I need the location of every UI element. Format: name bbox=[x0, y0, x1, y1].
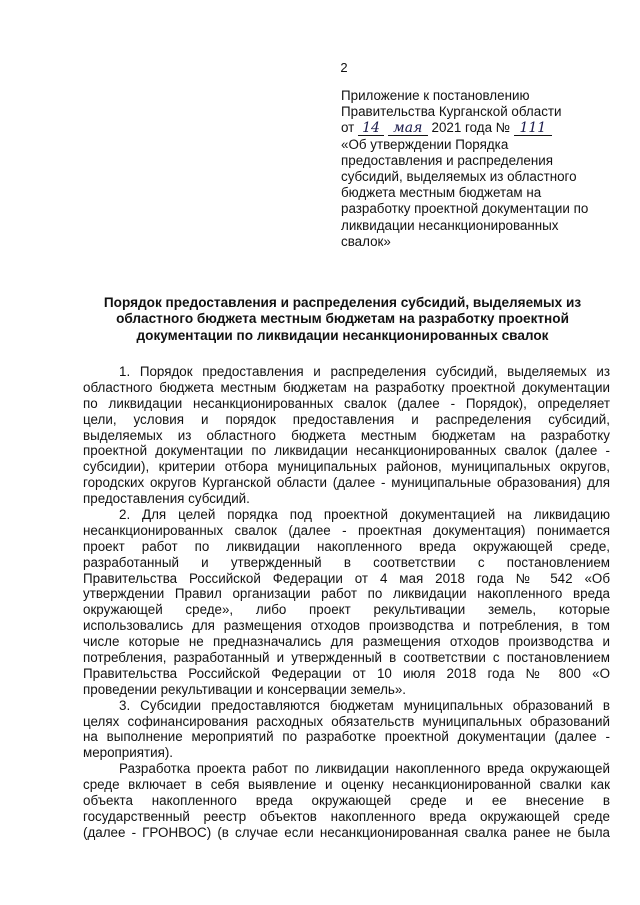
handwritten-document-number: 111 bbox=[514, 121, 552, 136]
appendix-line: предоставления и распределения bbox=[341, 152, 553, 168]
date-year-text: 2021 года № bbox=[431, 120, 511, 136]
paragraph-line: несанкционированных свалок (далее - проектная документация) понимается bbox=[83, 522, 610, 538]
paragraph-2 bbox=[83, 507, 610, 698]
paragraph-line: числе которые не предназначались для размещения отходов производства и bbox=[83, 634, 610, 650]
paragraph-line: проведении рекультивации и консервации земель». bbox=[83, 681, 407, 697]
appendix-line: свалок» bbox=[341, 233, 391, 249]
appendix-line: Приложение к постановлению bbox=[341, 88, 530, 103]
paragraph-line: использовались для размещения отходов производства и потребления, в том bbox=[83, 618, 610, 634]
appendix-header bbox=[341, 88, 603, 250]
paragraph-line: проект работ по ликвидации накопленного вреда окружающей среде, bbox=[83, 538, 610, 554]
paragraph-line: предоставления субсидий. bbox=[83, 491, 250, 507]
document-body bbox=[83, 364, 610, 841]
handwritten-date-day: 14 bbox=[358, 121, 384, 136]
appendix-line: ликвидации несанкционированных bbox=[341, 217, 559, 233]
paragraph-line: 2. Для целей порядка под проектной документацией на ликвидацию bbox=[119, 507, 610, 523]
paragraph-line: (далее - ГРОНВОС) (в случае если несанкционированная свалка ранее не была bbox=[83, 824, 610, 840]
appendix-line: разработку проектной документации по bbox=[341, 201, 589, 217]
paragraph-line: областного бюджета местным бюджетам на разработку проектной документации bbox=[83, 379, 610, 395]
appendix-line: Правительства Курганской области bbox=[341, 104, 562, 120]
date-prefix: от bbox=[341, 120, 355, 136]
paragraph-line: окружающей среде», либо проект рекультивации земель, которые bbox=[83, 602, 610, 618]
paragraph-line: Разработка проекта работ по ликвидации накопленного вреда окружающей bbox=[119, 761, 610, 777]
paragraph-line: городских округов Курганской области (далее - муниципальные образования) для bbox=[83, 475, 610, 491]
appendix-line: «Об утверждении Порядка bbox=[341, 136, 509, 152]
paragraph-line: цели, условия и порядок предоставления и распределения субсидий, bbox=[83, 411, 610, 427]
paragraph-line: выделяемых из областного бюджета местным бюджетам на разработку bbox=[83, 427, 610, 443]
title-line: документации по ликвидации несанкционированных свалок bbox=[136, 327, 549, 343]
page-number: 2 bbox=[340, 60, 348, 75]
document-title bbox=[90, 295, 595, 344]
title-line: Порядок предоставления и распределения субсидий, выделяемых из bbox=[103, 295, 582, 310]
paragraph-line: Правительства Российской Федерации от 10 июля 2018 года № 800 «О bbox=[83, 665, 610, 681]
paragraph-line: на выполнение мероприятий по разработке проектной документации (далее - bbox=[83, 729, 610, 745]
paragraph-line: объекта накопленного вреда окружающей среде и ее внесение в bbox=[83, 793, 610, 809]
paragraph-1 bbox=[83, 364, 610, 507]
appendix-date-line bbox=[341, 120, 603, 136]
paragraph-line: по ликвидации несанкционированных свалок (далее - Порядок), определяет bbox=[83, 395, 610, 411]
appendix-line: бюджета местным бюджетам на bbox=[341, 185, 542, 201]
handwritten-date-month: мая bbox=[388, 121, 428, 136]
paragraph-line: государственный реестр объектов накопленного вреда окружающей среде bbox=[83, 808, 610, 824]
appendix-line: субсидий, выделяемых из областного bbox=[341, 169, 577, 185]
paragraph-line: потребления, разработанный и утвержденный в соответствии с постановлением bbox=[83, 650, 610, 666]
paragraph-line: мероприятия). bbox=[83, 745, 174, 761]
paragraph-line: 3. Субсидии предоставляются бюджетам муниципальных образований в bbox=[119, 697, 610, 713]
paragraph-line: Правительства Российской Федерации от 4 мая 2018 года № 542 «Об bbox=[83, 570, 610, 586]
paragraph-line: субсидии), критерии отбора муниципальных районов, муниципальных округов, bbox=[83, 459, 610, 475]
paragraph-4 bbox=[83, 761, 610, 840]
title-line: областного бюджета местным бюджетам на разработку проектной bbox=[116, 311, 569, 327]
paragraph-line: проектной документации по ликвидации несанкционированных свалок (далее - bbox=[83, 443, 610, 459]
paragraph-line: 1. Порядок предоставления и распределения субсидий, выделяемых из bbox=[119, 364, 610, 379]
paragraph-line: разработанный и утвержденный в соответствии с постановлением bbox=[83, 554, 610, 570]
paragraph-3 bbox=[83, 698, 610, 762]
paragraph-line: среде включает в себя выявление и оценку несанкционированной свалки как bbox=[83, 777, 610, 793]
paragraph-line: целях софинансирования расходных обязательств муниципальных образований bbox=[83, 713, 610, 729]
paragraph-line: утверждении Правил организации работ по ликвидации накопленного вреда bbox=[83, 586, 610, 602]
